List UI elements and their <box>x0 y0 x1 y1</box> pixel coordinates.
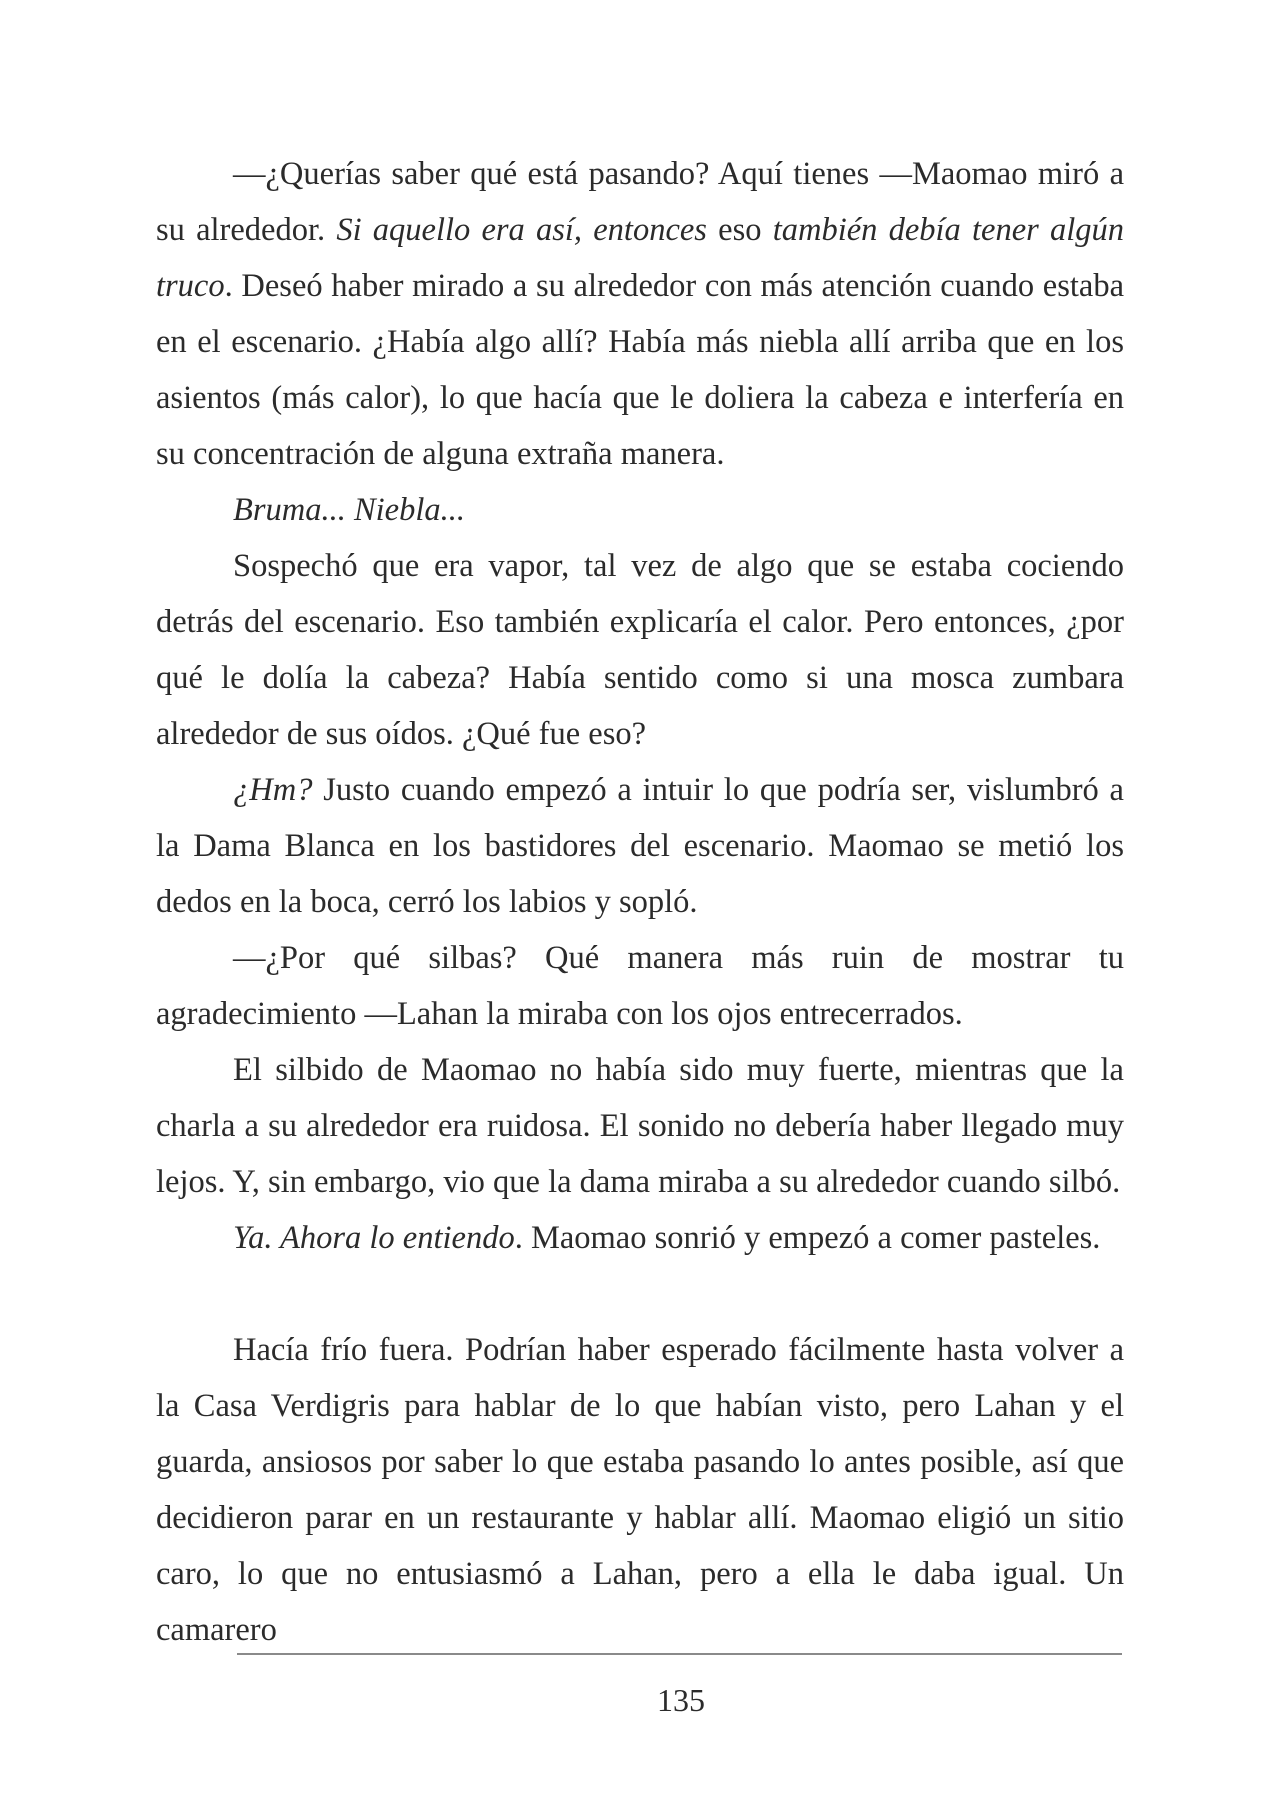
italic-segment: Ya. Ahora lo entiendo <box>233 1220 515 1256</box>
text-segment: eso <box>706 212 773 248</box>
paragraph-7 <box>156 1210 1124 1266</box>
text-segment: Justo cuando empezó a intuir lo que podría ser, vislumbró a la Dama Blanca en los bastidores del escenario. Maomao se metió los dedos en la boca, cerró los labios y sopló. <box>156 772 1124 920</box>
text-segment: El silbido de Maomao no había sido muy fuerte, mientras que la charla a su alrededor era ruidosa. El sonido no debería haber llegado muy lejos. Y, sin embargo, vio que la dama miraba a su alrededor cuando silbó. <box>156 1052 1124 1200</box>
body-text <box>156 146 1124 1658</box>
text-segment: . Maomao sonrió y empezó a comer pasteles. <box>514 1220 1101 1256</box>
text-segment: —¿Querías saber qué está pasando? Aquí tienes —Maomao miró a su alrededor. <box>156 156 1124 248</box>
footer-divider <box>237 1653 1122 1655</box>
paragraph-8 <box>156 1322 1124 1658</box>
italic-segment: Si aquello era así, entonces <box>336 212 707 248</box>
text-segment: Sospechó que era vapor, tal vez de algo que se estaba cociendo detrás del escenario. Eso también explicaría el calor. Pero entonces, ¿por qué le dolía la cabeza? Había sentido como si una mosca zumbara alrededor de sus oídos. ¿Qué fue eso? <box>156 548 1124 752</box>
page-number: 135 <box>657 1682 705 1718</box>
text-segment: . Deseó haber mirado a su alrededor con más atención cuando estaba en el escenario. ¿Había algo allí? Había más niebla allí arriba que en los asientos (más calor), lo que hacía que le doliera la cabeza e interfería en su concentración de alguna extraña manera. <box>156 268 1124 472</box>
text-segment: Hacía frío fuera. Podrían haber esperado fácilmente hasta volver a la Casa Verdigris para hablar de lo que habían visto, pero Lahan y el guarda, ansiosos por saber lo que estaba pasando lo antes posible, así que decidieron parar en un restaurante y hablar allí. Maomao eligió un sitio caro, lo que no entusiasmó a Lahan, pero a ella le daba igual. Un camarero <box>156 1332 1124 1648</box>
paragraph-3 <box>156 538 1124 762</box>
paragraph-4 <box>156 762 1124 930</box>
paragraph-2 <box>156 482 1124 538</box>
italic-segment: ¿Hm? <box>233 772 313 808</box>
paragraph-1 <box>156 146 1124 482</box>
text-segment: —¿Por qué silbas? Qué manera más ruin de mostrar tu agradecimiento —Lahan la miraba con los ojos entrecerrados. <box>156 940 1124 1032</box>
italic-segment: también debía tener algún truco <box>156 212 1124 304</box>
italic-segment: Bruma... Niebla... <box>233 492 466 528</box>
paragraph-5 <box>156 930 1124 1042</box>
paragraph-6 <box>156 1042 1124 1210</box>
